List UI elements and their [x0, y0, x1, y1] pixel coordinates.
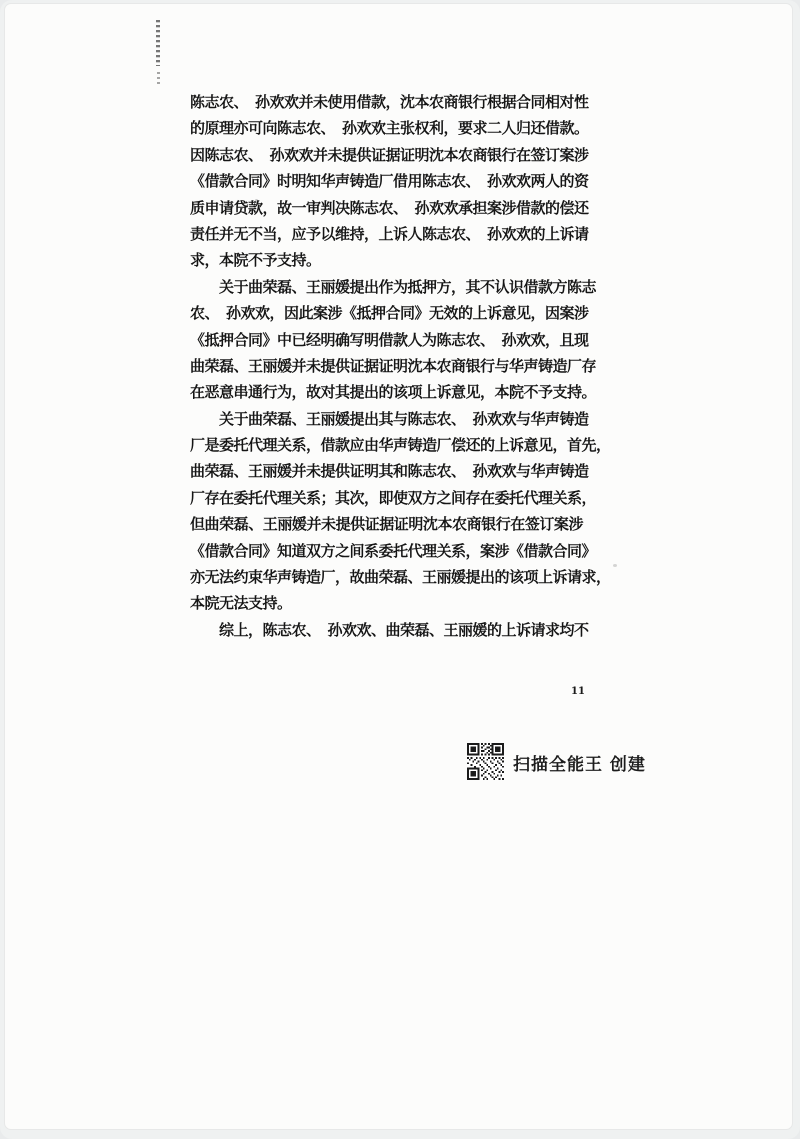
body-line: 厂是委托代理关系，借款应由华声铸造厂偿还的上诉意见，首先，: [190, 438, 611, 455]
body-line: 综上，陈志农、 孙欢欢、曲荣磊、王丽媛的上诉请求均不: [219, 622, 589, 639]
body-line: 关于曲荣磊、王丽媛提出其与陈志农、 孙欢欢与华声铸造: [219, 411, 589, 428]
scan-speck: [613, 564, 617, 567]
body-line: 陈志农、 孙欢欢并未使用借款，沈本农商银行根据合同相对性: [190, 95, 589, 111]
body-line: 《抵押合同》中已经明确写明借款人为陈志农、 孙欢欢，且现: [190, 332, 589, 349]
body-line: 曲荣磊、王丽媛并未提供证明其和陈志农、 孙欢欢与华声铸造: [190, 464, 589, 481]
qr-code-icon: [467, 743, 504, 780]
body-line: 关于曲荣磊、王丽媛提出作为抵押方，其不认识借款方陈志: [219, 279, 597, 296]
body-line: 但曲荣磊、王丽媛并未提供证据证明沈本农商银行在签订案涉: [190, 517, 583, 534]
body-line: 质申请贷款，故一审判决陈志农、 孙欢欢承担案涉借款的偿还: [190, 200, 589, 217]
scanner-watermark-label: 扫描全能王 创建: [513, 754, 646, 775]
body-line: 在恶意串通行为，故对其提出的该项上诉意见，本院不予支持。: [190, 385, 597, 402]
body-line: 因陈志农、 孙欢欢并未提供证据证明沈本农商银行在签订案涉: [190, 147, 589, 164]
scan-edge-artifact: [156, 20, 160, 66]
body-line: 农、 孙欢欢，因此案涉《抵押合同》无效的上诉意见，因案涉: [190, 306, 589, 323]
body-line: 曲荣磊、王丽媛并未提供证据证明沈本农商银行与华声铸造厂存: [190, 358, 597, 375]
scanner-watermark: [467, 743, 646, 780]
document-page: [4, 3, 793, 1130]
page-number: 11: [571, 686, 585, 697]
body-line: 《借款合同》时明知华声铸造厂借用陈志农、 孙欢欢两人的资: [190, 174, 589, 191]
body-line: 求，本院不予支持。: [190, 253, 321, 270]
judgment-body-text: [190, 90, 611, 644]
body-line: 《借款合同》知道双方之间系委托代理关系，案涉《借款合同》: [190, 543, 597, 560]
body-line: 本院无法支持。: [190, 596, 292, 613]
body-line: 厂存在委托代理关系；其次，即使双方之间存在委托代理关系，: [190, 490, 597, 507]
body-line: 亦无法约束华声铸造厂，故曲荣磊、王丽媛提出的该项上诉请求，: [190, 570, 611, 587]
scan-edge-artifact-lower: [157, 72, 160, 86]
body-line: 责任并无不当，应予以维持，上诉人陈志农、 孙欢欢的上诉请: [190, 226, 589, 243]
body-line: 的原理亦可向陈志农、 孙欢欢主张权利，要求二人归还借款。: [190, 121, 589, 138]
